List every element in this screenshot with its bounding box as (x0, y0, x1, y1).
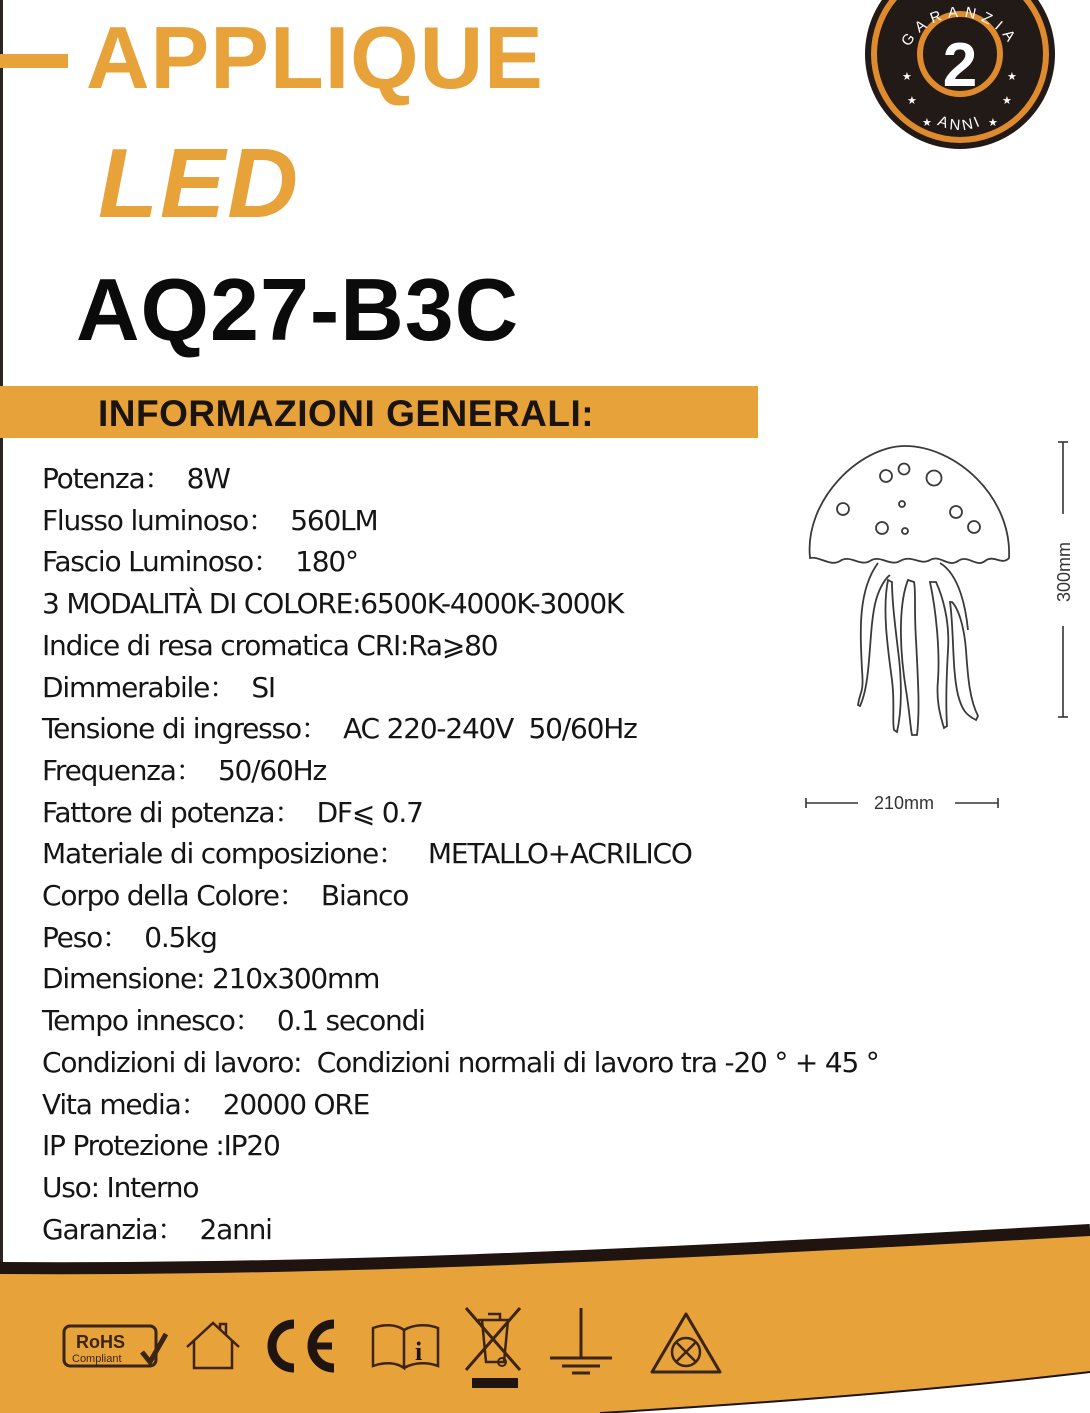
jellyfish-lamp-icon (810, 446, 1010, 735)
spec-frequenza: Frequenza： 50/60Hz (42, 753, 326, 787)
indoor-use-house-icon (184, 1320, 242, 1372)
spec-flusso-luminoso: Flusso luminoso： 560LM (42, 503, 378, 537)
svg-text:RoHS: RoHS (76, 1332, 125, 1352)
width-dimension-label: 210mm (873, 793, 935, 813)
warranty-badge (864, 0, 1056, 150)
product-type-title: LED (98, 128, 300, 238)
svg-text:★: ★ (902, 70, 912, 83)
spec-vita-media: Vita media： 20000 ORE (42, 1087, 370, 1121)
svg-text:Compliant: Compliant (72, 1353, 122, 1365)
section-header-bar (0, 386, 758, 438)
left-border-rule (0, 0, 3, 1290)
svg-text:i: i (415, 1337, 423, 1366)
earth-ground-icon (548, 1306, 614, 1376)
spec-list (42, 458, 879, 1250)
spec-peso: Peso： 0.5kg (42, 920, 217, 954)
product-dimension-drawing (780, 430, 1090, 830)
warranty-badge-top-text: GARANZIA (897, 3, 1023, 50)
product-category-title: APPLIQUE (86, 8, 544, 107)
height-dimension-label: 300mm (1054, 541, 1074, 603)
spec-dimensione: Dimensione: 210x300mm (42, 962, 380, 996)
spec-fascio-luminoso: Fascio Luminoso： 180° (42, 545, 358, 579)
read-instructions-icon (370, 1320, 442, 1372)
spec-cri: Indice di resa cromatica CRI:Ra⩾80 (42, 628, 498, 662)
rohs-compliant-icon (62, 1322, 170, 1370)
title-accent-dash (0, 54, 68, 68)
spec-uso: Uso: Interno (42, 1170, 199, 1204)
svg-text:★: ★ (1002, 94, 1012, 107)
svg-text:★: ★ (922, 116, 932, 129)
no-insulation-cover-triangle-icon (648, 1310, 724, 1378)
spec-dimmerabile: Dimmerabile： SI (42, 670, 275, 704)
spec-potenza: Potenza： 8W (42, 462, 230, 495)
svg-text:★: ★ (1007, 70, 1017, 83)
footer-band (0, 1200, 1090, 1413)
warranty-badge-number: 2 (942, 31, 978, 100)
spec-condizioni-lavoro: Condizioni di lavoro: Condizioni normali di lavoro tra -20 ° + 45 ° (42, 1045, 879, 1079)
spec-tempo-innesco: Tempo innesco： 0.1 secondi (42, 1004, 425, 1038)
svg-text:★: ★ (988, 116, 998, 129)
spec-corpo-colore: Corpo della Colore： Bianco (42, 879, 409, 913)
section-title: INFORMAZIONI GENERALI: (98, 393, 595, 434)
model-number: AQ27-B3C (76, 260, 520, 359)
svg-text:★: ★ (907, 94, 917, 107)
ce-mark-icon (262, 1318, 342, 1374)
spec-fattore-potenza: Fattore di potenza： DF⩽ 0.7 (42, 795, 423, 829)
weee-crossed-bin-icon (464, 1306, 524, 1390)
spec-ip-protezione: IP Protezione :IP20 (42, 1129, 280, 1163)
spec-modalita-colore: 3 MODALITÀ DI COLORE:6500K-4000K-3000K (42, 587, 624, 621)
spec-tensione: Tensione di ingresso： AC 220-240V 50/60Hz (42, 712, 637, 746)
spec-garanzia: Garanzia： 2anni (42, 1212, 272, 1246)
warranty-badge-bottom-text: ANNI (935, 112, 985, 135)
spec-materiale: Materiale di composizione： METALLO+ACRILICO (42, 837, 692, 871)
